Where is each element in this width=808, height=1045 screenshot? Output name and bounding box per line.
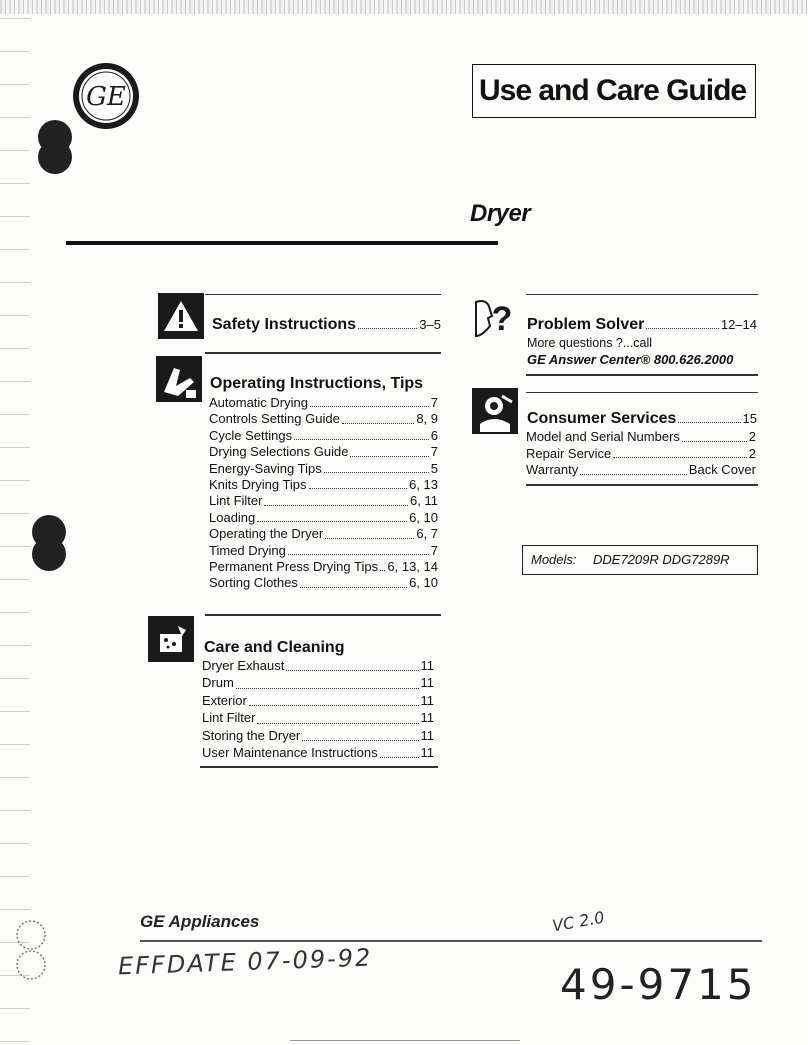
operating-list (209, 395, 438, 592)
care-title: Care and Cleaning (204, 639, 345, 656)
product-name: Dryer (470, 200, 531, 227)
consumer-title: Consumer Services (527, 410, 677, 427)
punch-hole-outline (14, 918, 48, 984)
toc-consumer (527, 410, 757, 428)
toc-entry: Model and Serial Numbers 2 (526, 429, 756, 444)
warning-icon (158, 293, 204, 339)
models-label: Models: (531, 552, 577, 567)
answer-center: GE Answer Center® 800.626.2000 (527, 352, 734, 367)
handwritten-date: EFFDATE 07-09-92 (117, 943, 373, 981)
toc-entry: Storing the Dryer 11 (202, 727, 434, 743)
svg-text:GE: GE (86, 82, 126, 112)
toc-entry: Warranty Back Cover (526, 462, 756, 477)
divider (140, 940, 762, 942)
toc-safety (212, 316, 441, 334)
divider (205, 294, 441, 295)
ge-appliances: GE Appliances (140, 912, 260, 931)
consumer-list (526, 429, 756, 479)
punch-hole (32, 537, 66, 571)
document-number: 49-9715 (560, 960, 757, 1009)
toc-entry: Drum 11 (202, 675, 434, 691)
safety-pages: 3–5 (419, 317, 441, 332)
toc-entry: Controls Setting Guide 8, 9 (209, 411, 438, 427)
toc-entry: Sorting Clothes 6, 10 (209, 575, 438, 591)
punch-hole (38, 140, 72, 174)
sponge-icon (148, 616, 194, 662)
toc-problem (527, 316, 757, 334)
page-title: Use and Care Guide (479, 74, 747, 107)
problem-title: Problem Solver (527, 316, 645, 333)
toc-entry: Energy-Saving Tips 5 (209, 460, 438, 476)
toc-entry: Dryer Exhaust 11 (202, 658, 434, 673)
models-values: DDE7209R DDG7289R (593, 552, 730, 567)
service-person-icon (472, 388, 518, 434)
toc-entry: Automatic Drying 7 (209, 395, 438, 410)
divider (526, 374, 758, 376)
question-face-icon (472, 296, 518, 342)
scan-line (290, 1040, 520, 1041)
ge-logo (72, 62, 140, 130)
divider (526, 294, 758, 295)
divider (205, 614, 441, 616)
toc-entry: Lint Filter 11 (202, 710, 434, 726)
safety-title: Safety Instructions (212, 316, 357, 333)
toc-entry: Cycle Settings 6 (209, 427, 438, 443)
hand-dial-icon (156, 356, 202, 402)
toc-entry: Lint Filter 6, 11 (209, 493, 438, 509)
divider (200, 766, 438, 768)
toc-entry: Repair Service 2 (526, 445, 756, 461)
toc-entry: Loading 6, 10 (209, 509, 438, 525)
toc-entry: Timed Drying 7 (209, 542, 438, 558)
divider (205, 352, 441, 354)
divider (66, 241, 498, 245)
scan-edge (0, 0, 808, 14)
divider (526, 392, 758, 393)
toc-entry: Knits Drying Tips 6, 13 (209, 476, 438, 492)
title-box (472, 64, 756, 118)
scan-margin (0, 0, 30, 1045)
more-questions: More questions ?...call (527, 336, 653, 350)
toc-entry: Exterior 11 (202, 692, 434, 708)
toc-entry: Permanent Press Drying Tips 6, 13, 14 (209, 558, 438, 574)
toc-entry: User Maintenance Instructions 11 (202, 744, 434, 760)
care-list (202, 658, 434, 762)
consumer-pages: 15 (742, 411, 757, 426)
problem-pages: 12–14 (720, 317, 757, 332)
handwritten-code: VC 2.0 (550, 907, 606, 936)
operating-title: Operating Instructions, Tips (210, 375, 424, 392)
svg-text:?: ? (491, 300, 513, 338)
toc-entry: Drying Selections Guide 7 (209, 444, 438, 460)
toc-entry: Operating the Dryer 6, 7 (209, 526, 438, 542)
divider (526, 484, 758, 486)
models-box (522, 545, 758, 575)
